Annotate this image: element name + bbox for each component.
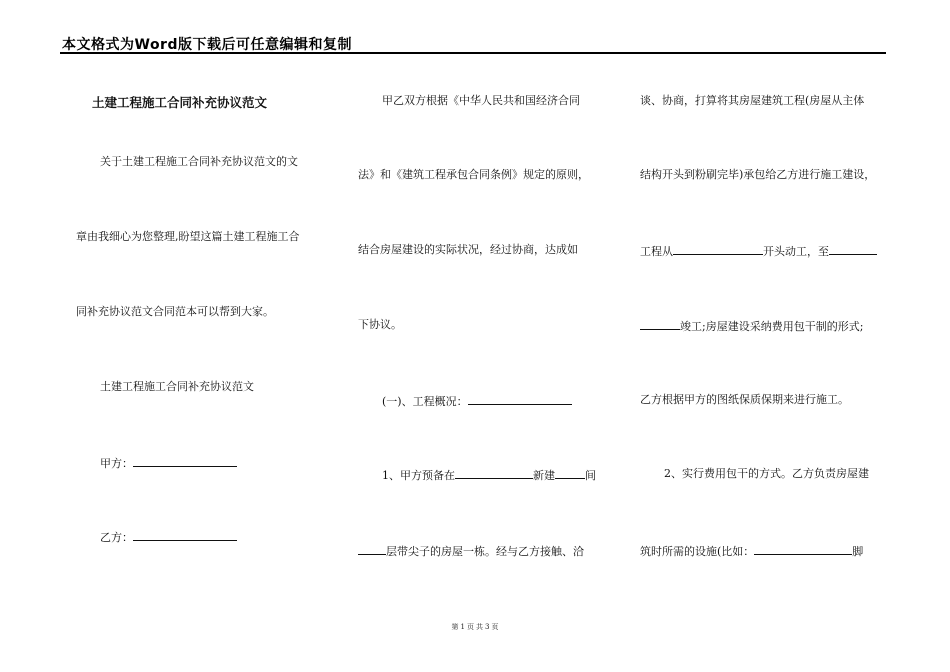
col3-line-7-part-a: 筑时所需的设施(比如： xyxy=(640,545,755,558)
intro-line-1: 关于土建工程施工合同补充协议范文的文 xyxy=(100,155,298,168)
rooms-blank xyxy=(555,467,585,479)
footer-prefix: 第 xyxy=(451,623,459,631)
col2-line-1: 甲乙双方根据《中华人民共和国经济合同 xyxy=(382,94,580,107)
intro-line-3: 同补充协议范文合同范本可以帮到大家。 xyxy=(76,305,274,318)
location-blank xyxy=(455,467,533,479)
footer-page-word: 页 xyxy=(467,623,474,631)
current-page-number: 1 xyxy=(460,623,465,631)
footer-total-word: 共 xyxy=(476,623,483,631)
col2-line-6-part-b: 新建 xyxy=(533,469,555,482)
col3-line-7-part-b: 脚 xyxy=(852,545,864,558)
party-b-label: 乙方： xyxy=(100,531,133,544)
col2-line-5 xyxy=(382,393,572,409)
end-date-blank xyxy=(829,243,877,255)
page-footer xyxy=(0,622,950,632)
col3-line-3-part-a: 工程从 xyxy=(640,245,673,258)
header-title: 本文格式为Word版下载后可任意编辑和复制 xyxy=(62,37,352,53)
col2-line-3: 结合房屋建设的实际状况，经过协商，达成如 xyxy=(358,243,578,256)
floors-blank xyxy=(358,543,386,555)
intro-line-2: 章由我细心为您整理,盼望这篇土建工程施工合 xyxy=(76,230,300,243)
completion-blank xyxy=(640,318,680,330)
col2-line-6 xyxy=(382,467,596,483)
col3-line-1: 谈、协商，打算将其房屋建筑工程(房屋从主体 xyxy=(640,94,865,107)
col3-line-7 xyxy=(640,543,863,559)
col3-line-4-text: 竣工;房屋建设采纳费用包干制的形式; xyxy=(680,320,864,333)
total-page-number: 3 xyxy=(485,623,490,631)
document-title: 土建工程施工合同补充协议范文 xyxy=(92,95,268,110)
col2-line-6-part-a: 1、甲方预备在 xyxy=(382,469,455,482)
col3-line-3 xyxy=(640,243,877,259)
col2-line-2: 法》和《建筑工程承包合同条例》规定的原则， xyxy=(358,168,589,181)
party-a-label: 甲方： xyxy=(100,457,133,470)
col3-line-5: 乙方根据甲方的图纸保质保期来进行施工。 xyxy=(640,393,849,406)
party-b-line xyxy=(100,529,237,545)
col2-line-7 xyxy=(358,543,584,559)
party-a-line xyxy=(100,455,237,471)
project-overview-blank xyxy=(468,393,572,405)
col3-line-6: 2、实行费用包干的方式。乙方负责房屋建 xyxy=(664,467,869,480)
col3-line-4 xyxy=(640,318,863,334)
footer-suffix: 页 xyxy=(491,623,499,631)
col2-line-7-text: 层带尖子的房屋一栋。经与乙方接触、洽 xyxy=(386,545,584,558)
col2-line-4: 下协议。 xyxy=(358,318,402,331)
start-date-blank xyxy=(673,243,763,255)
section-subtitle: 土建工程施工合同补充协议范文 xyxy=(100,380,254,393)
facilities-blank xyxy=(754,543,852,555)
col2-line-6-part-c: 间 xyxy=(585,469,596,482)
col3-line-2: 结构开头到粉刷完毕)承包给乙方进行施工建设， xyxy=(640,168,876,181)
party-b-blank xyxy=(133,529,237,541)
project-overview-label: (一)、工程概况： xyxy=(382,395,468,408)
header-divider xyxy=(60,52,886,54)
party-a-blank xyxy=(133,455,237,467)
col3-line-3-part-b: 开头动工，至 xyxy=(763,245,829,258)
